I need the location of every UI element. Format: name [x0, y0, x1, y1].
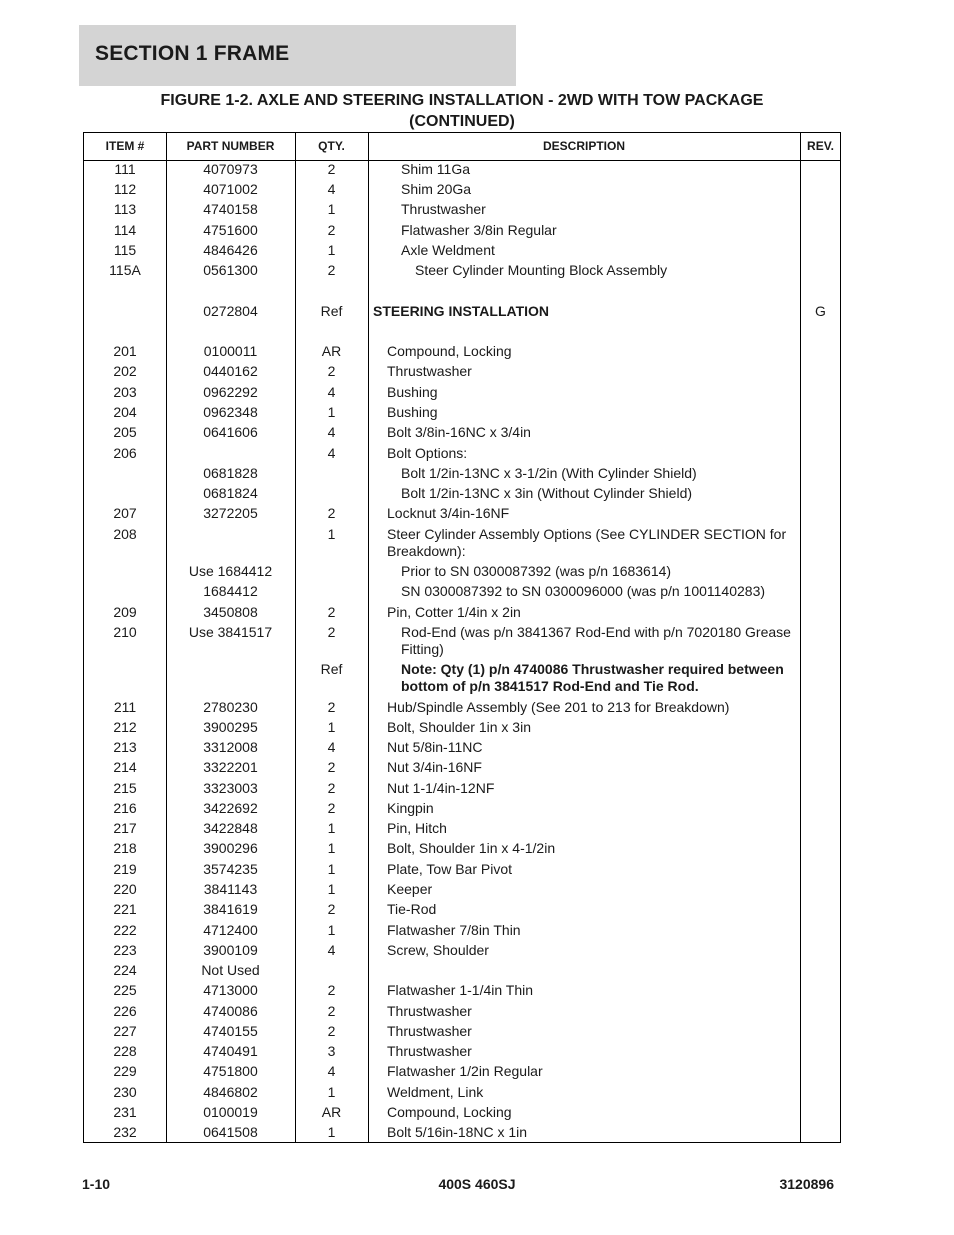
item-number-cell: 212 — [113, 719, 137, 735]
parts-table — [83, 132, 841, 1143]
item-number-cell: 229 — [113, 1063, 137, 1079]
qty-cell: AR — [321, 343, 342, 359]
qty-cell: 1 — [327, 1124, 336, 1140]
part-number-cell: 0641508 — [203, 1124, 258, 1140]
description-cell: Bolt, Shoulder 1in x 4-1/2in — [387, 840, 556, 856]
description-cell: Shim 11Ga — [401, 161, 470, 177]
qty-cell: 2 — [327, 363, 336, 379]
description-cell: Bolt 1/2in-13NC x 3-1/2in (With Cylinder Shield) — [401, 465, 697, 481]
part-number-cell: 4070973 — [203, 161, 258, 177]
item-number-cell: 204 — [113, 404, 137, 420]
item-number-cell: 230 — [113, 1084, 137, 1100]
part-number-cell: 0962292 — [203, 384, 258, 400]
part-number-cell: 4712400 — [203, 922, 258, 938]
description-cell: Steer Cylinder Mounting Block Assembly — [415, 262, 668, 278]
description-cell: Thrustwasher — [387, 1023, 472, 1039]
description-cell: Plate, Tow Bar Pivot — [387, 861, 513, 877]
item-number-cell: 213 — [113, 739, 137, 755]
item-number-cell: 218 — [113, 840, 137, 856]
description-cell: Flatwasher 3/8in Regular — [401, 222, 557, 238]
description-cell: Bushing — [387, 384, 438, 400]
qty-cell: 4 — [327, 384, 336, 400]
item-number-cell: 220 — [113, 881, 137, 897]
qty-cell: AR — [321, 1104, 342, 1120]
qty-cell: 1 — [327, 820, 336, 836]
part-number-cell: 4740158 — [203, 201, 258, 217]
column-header-part-number: PART NUMBER — [186, 139, 275, 153]
item-number-cell: 112 — [113, 181, 137, 197]
description-cell: Nut 5/8in-11NC — [387, 739, 483, 755]
qty-cell: 1 — [327, 404, 336, 420]
figure-title — [84, 90, 840, 132]
item-number-cell: 232 — [113, 1124, 137, 1140]
qty-cell: 2 — [327, 800, 336, 816]
qty-cell: 1 — [327, 201, 336, 217]
qty-cell: Ref — [320, 303, 343, 319]
qty-cell: 4 — [327, 181, 336, 197]
qty-cell: 2 — [327, 604, 336, 620]
item-number-cell: 219 — [113, 861, 137, 877]
part-number-cell: 3574235 — [203, 861, 258, 877]
item-number-cell: 202 — [113, 363, 137, 379]
item-number-cell: 201 — [113, 343, 137, 359]
item-number-cell: 226 — [113, 1003, 137, 1019]
qty-cell: 1 — [327, 1084, 336, 1100]
item-number-cell: 113 — [113, 201, 137, 217]
item-number-cell: 209 — [113, 604, 137, 620]
qty-cell: 2 — [327, 901, 336, 917]
item-number-cell: 216 — [113, 800, 137, 816]
description-cell: Bushing — [387, 404, 438, 420]
part-number-cell: 0681828 — [203, 465, 258, 481]
part-number-cell: 3450808 — [203, 604, 258, 620]
part-number-cell: 3841619 — [203, 901, 258, 917]
item-number-cell: 228 — [113, 1043, 137, 1059]
description-cell: Bolt Options: — [387, 445, 468, 461]
qty-cell: 1 — [327, 526, 336, 542]
qty-cell: 4 — [327, 942, 336, 958]
item-number-cell: 231 — [113, 1104, 137, 1120]
item-number-cell: 223 — [113, 942, 137, 958]
part-number-cell: 0561300 — [203, 262, 258, 278]
part-number-cell: 3422692 — [203, 800, 258, 816]
qty-cell: 2 — [327, 624, 336, 640]
description-cell: Rod-End (was p/n 3841367 Rod-End with p/n 7020180 Grease Fitting) — [401, 624, 791, 657]
qty-cell: 2 — [327, 780, 336, 796]
part-number-cell: 1684412 — [203, 583, 258, 599]
description-cell: Locknut 3/4in-16NF — [387, 505, 510, 521]
item-number-cell: 215 — [113, 780, 137, 796]
qty-cell: 2 — [327, 161, 336, 177]
description-cell: Thrustwasher — [387, 1003, 472, 1019]
item-number-cell: 114 — [113, 222, 137, 238]
description-cell: Pin, Hitch — [387, 820, 447, 836]
part-number-cell: 0100011 — [203, 343, 258, 359]
column-header-description: DESCRIPTION — [542, 139, 625, 153]
qty-cell: 2 — [327, 1003, 336, 1019]
description-cell: Shim 20Ga — [401, 181, 472, 197]
part-number-cell: 4740491 — [203, 1043, 258, 1059]
qty-cell: 4 — [327, 1063, 336, 1079]
qty-cell: 2 — [327, 759, 336, 775]
item-number-cell: 115 — [113, 242, 137, 258]
qty-cell: Ref — [320, 661, 343, 677]
item-number-cell: 211 — [113, 699, 137, 715]
description-cell: Screw, Shoulder — [387, 942, 489, 958]
qty-cell: 1 — [327, 840, 336, 856]
column-divider — [800, 133, 801, 1142]
description-cell: Flatwasher 7/8in Thin — [387, 922, 521, 938]
document-number: 3120896 — [779, 1176, 834, 1192]
part-number-cell: 2780230 — [203, 699, 258, 715]
figure-title-line-2: (CONTINUED) — [409, 113, 515, 130]
qty-cell: 1 — [327, 881, 336, 897]
part-number-cell: 4071002 — [203, 181, 258, 197]
qty-cell: 1 — [327, 861, 336, 877]
part-number-cell: 4740155 — [203, 1023, 258, 1039]
part-number-cell: 4713000 — [203, 982, 258, 998]
part-number-cell: Use 3841517 — [188, 624, 273, 640]
description-cell: Prior to SN 0300087392 (was p/n 1683614) — [401, 563, 672, 579]
part-number-cell: 4846802 — [203, 1084, 258, 1100]
part-number-cell: 3322201 — [203, 759, 258, 775]
item-number-cell: 115A — [109, 262, 141, 278]
description-cell: Nut 3/4in-16NF — [387, 759, 482, 775]
description-cell: Nut 1-1/4in-12NF — [387, 780, 495, 796]
description-cell: Note: Qty (1) p/n 4740086 Thrustwasher required between bottom of p/n 3841517 Rod-End and Tie Rod. — [401, 661, 784, 694]
qty-cell: 2 — [327, 1023, 336, 1039]
description-cell: Thrustwasher — [387, 1043, 472, 1059]
description-cell: Bolt 1/2in-13NC x 3in (Without Cylinder Shield) — [401, 485, 693, 501]
part-number-cell: 3272205 — [203, 505, 258, 521]
qty-cell: 2 — [327, 222, 336, 238]
part-number-cell: 3900295 — [203, 719, 258, 735]
description-cell: Pin, Cotter 1/4in x 2in — [387, 604, 521, 620]
figure-title-line-1: FIGURE 1-2. AXLE AND STEERING INSTALLATION - 2WD WITH TOW PACKAGE — [160, 92, 764, 109]
part-number-cell: 3323003 — [203, 780, 258, 796]
part-number-cell: Use 1684412 — [188, 563, 273, 579]
item-number-cell: 224 — [113, 962, 137, 978]
rev-cell: G — [815, 303, 826, 319]
qty-cell: 2 — [327, 699, 336, 715]
page-number: 1-10 — [82, 1176, 111, 1192]
item-number-cell: 205 — [113, 424, 137, 440]
part-number-cell: 3900296 — [203, 840, 258, 856]
item-number-cell: 225 — [113, 982, 137, 998]
column-header-item: ITEM # — [105, 139, 145, 153]
description-cell: SN 0300087392 to SN 0300096000 (was p/n 1001140283) — [401, 583, 766, 599]
item-number-cell: 203 — [113, 384, 137, 400]
qty-cell: 2 — [327, 505, 336, 521]
description-cell: Kingpin — [387, 800, 434, 816]
part-number-cell: 0962348 — [203, 404, 258, 420]
part-number-cell: 0100019 — [203, 1104, 258, 1120]
qty-cell: 4 — [327, 739, 336, 755]
part-number-cell: 4751800 — [203, 1063, 258, 1079]
qty-cell: 1 — [327, 922, 336, 938]
qty-cell: 1 — [327, 242, 336, 258]
qty-cell: 3 — [327, 1043, 336, 1059]
item-number-cell: 221 — [113, 901, 137, 917]
part-number-cell: 3312008 — [203, 739, 258, 755]
description-cell: Compound, Locking — [387, 1104, 512, 1120]
description-cell: Flatwasher 1-1/4in Thin — [387, 982, 534, 998]
qty-cell: 1 — [327, 719, 336, 735]
part-number-cell: 3900109 — [203, 942, 258, 958]
description-cell: Thrustwasher — [401, 201, 486, 217]
description-cell: Keeper — [387, 881, 433, 897]
description-cell: STEERING INSTALLATION — [373, 303, 550, 319]
part-number-cell: 4740086 — [203, 1003, 258, 1019]
item-number-cell: 214 — [113, 759, 137, 775]
part-number-cell: 4751600 — [203, 222, 258, 238]
part-number-cell: 0440162 — [203, 363, 258, 379]
description-cell: Axle Weldment — [401, 242, 495, 258]
description-cell: Weldment, Link — [387, 1084, 484, 1100]
item-number-cell: 217 — [113, 820, 137, 836]
description-cell: Bolt 5/16in-18NC x 1in — [387, 1124, 528, 1140]
part-number-cell: 0681824 — [203, 485, 258, 501]
table-header-row — [84, 133, 840, 161]
part-number-cell: 0641606 — [203, 424, 258, 440]
part-number-cell: 3422848 — [203, 820, 258, 836]
description-cell: Compound, Locking — [387, 343, 512, 359]
description-cell: Thrustwasher — [387, 363, 472, 379]
qty-cell: 4 — [327, 424, 336, 440]
qty-cell: 4 — [327, 445, 336, 461]
section-title: SECTION 1 FRAME — [95, 42, 290, 65]
description-cell: Tie-Rod — [387, 901, 437, 917]
column-divider — [368, 133, 369, 1142]
item-number-cell: 207 — [113, 505, 137, 521]
item-number-cell: 222 — [113, 922, 137, 938]
part-number-cell: 4846426 — [203, 242, 258, 258]
part-number-cell: Not Used — [201, 962, 260, 978]
part-number-cell: 3841143 — [203, 881, 258, 897]
description-cell: Bolt 3/8in-16NC x 3/4in — [387, 424, 531, 440]
description-cell: Steer Cylinder Assembly Options (See CYLINDER SECTION for Breakdown): — [387, 526, 787, 559]
column-header-rev: REV. — [807, 139, 834, 153]
item-number-cell: 210 — [113, 624, 137, 640]
item-number-cell: 206 — [113, 445, 137, 461]
part-number-cell: 0272804 — [203, 303, 258, 319]
qty-cell: 2 — [327, 982, 336, 998]
description-cell: Bolt, Shoulder 1in x 3in — [387, 719, 531, 735]
item-number-cell: 111 — [114, 161, 136, 177]
model-label: 400S 460SJ — [438, 1176, 516, 1192]
qty-cell: 2 — [327, 262, 336, 278]
column-header-qty: QTY. — [318, 139, 345, 153]
description-cell: Flatwasher 1/2in Regular — [387, 1063, 543, 1079]
item-number-cell: 208 — [113, 526, 137, 542]
item-number-cell: 227 — [113, 1023, 137, 1039]
description-cell: Hub/Spindle Assembly (See 201 to 213 for Breakdown) — [387, 699, 730, 715]
